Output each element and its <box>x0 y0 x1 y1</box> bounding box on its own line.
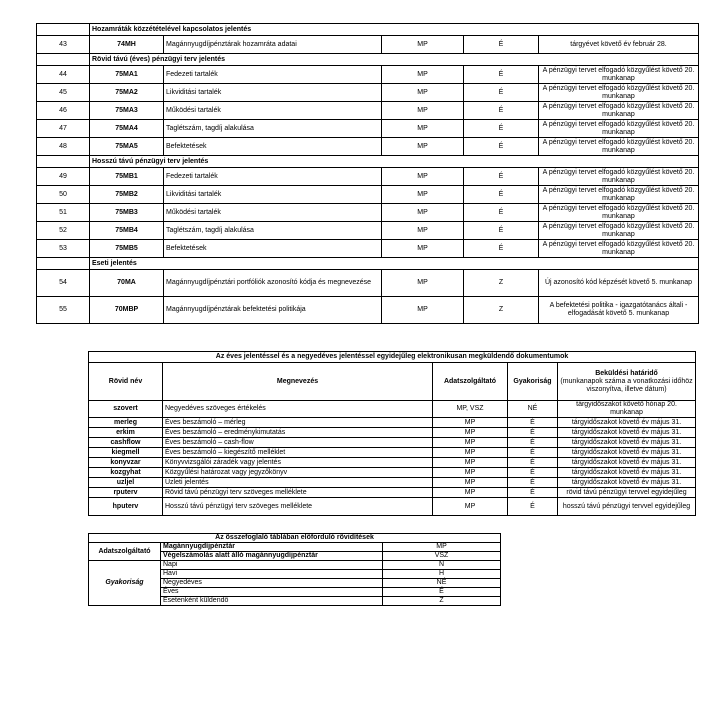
report-name: Befektetések <box>164 138 382 156</box>
abbreviation-label: Napi <box>161 561 383 570</box>
document-name: Éves beszámoló – kiegészítő melléklet <box>163 448 433 458</box>
report-table <box>36 23 699 324</box>
row-number: 50 <box>37 186 90 204</box>
report-deadline: A pénzügyi tervet elfogadó közgyűlést követő 20. munkanap <box>539 240 699 258</box>
report-provider: MP <box>382 168 464 186</box>
report-frequency: É <box>464 66 539 84</box>
abbreviation-code: É <box>383 588 501 597</box>
row-number: 53 <box>37 240 90 258</box>
header-deadline-title: Beküldési határidő <box>595 369 658 377</box>
report-name: Likviditási tartalék <box>164 84 382 102</box>
report-provider: MP <box>382 120 464 138</box>
document-row <box>89 458 696 468</box>
header-short-name: Rövid név <box>89 363 163 401</box>
document-short-name: erkim <box>89 428 163 438</box>
report-row <box>37 168 699 186</box>
document-row <box>89 498 696 516</box>
report-provider: MP <box>382 270 464 297</box>
report-code: 75MB3 <box>90 204 164 222</box>
row-number: 48 <box>37 138 90 156</box>
document-name: Rövid távú pénzügyi terv szöveges melléklete <box>163 488 433 498</box>
row-number: 55 <box>37 297 90 324</box>
report-frequency: É <box>464 168 539 186</box>
document-deadline: tárgyidőszakot követő év május 31. <box>558 458 696 468</box>
report-deadline: A pénzügyi tervet elfogadó közgyűlést követő 20. munkanap <box>539 138 699 156</box>
report-name: Likviditási tartalék <box>164 186 382 204</box>
report-code: 75MB2 <box>90 186 164 204</box>
document-provider: MP <box>433 458 508 468</box>
abbreviations-title-row <box>89 534 501 543</box>
report-frequency: É <box>464 240 539 258</box>
document-frequency: NÉ <box>508 401 558 418</box>
report-provider: MP <box>382 186 464 204</box>
report-provider: MP <box>382 297 464 324</box>
report-deadline: A pénzügyi tervet elfogadó közgyűlést követő 20. munkanap <box>539 120 699 138</box>
report-code: 75MB5 <box>90 240 164 258</box>
document-name: Negyedéves szöveges értékelés <box>163 401 433 418</box>
report-deadline: A pénzügyi tervet elfogadó közgyűlést követő 20. munkanap <box>539 66 699 84</box>
header-deadline-subtitle: (munkanapok száma a vonatkozási időhöz viszonyítva, illetve dátum) <box>560 377 693 393</box>
report-frequency: Z <box>464 297 539 324</box>
document-deadline: tárgyidőszakot követő év május 31. <box>558 448 696 458</box>
report-row <box>37 204 699 222</box>
document-provider: MP <box>433 468 508 478</box>
document-frequency: É <box>508 438 558 448</box>
abbreviation-label: Esetenként küldendő <box>161 597 383 606</box>
report-provider: MP <box>382 36 464 54</box>
section-spacer <box>37 156 90 168</box>
document-deadline: tárgyidőszakot követő év május 31. <box>558 468 696 478</box>
document-short-name: rputerv <box>89 488 163 498</box>
document-row <box>89 488 696 498</box>
header-name: Megnevezés <box>163 363 433 401</box>
abbreviation-code: H <box>383 570 501 579</box>
abbreviation-code: Z <box>383 597 501 606</box>
documents-table-header <box>89 363 696 401</box>
report-frequency: É <box>464 102 539 120</box>
abbreviation-code: MP <box>383 543 501 552</box>
document-provider: MP <box>433 478 508 488</box>
report-frequency: É <box>464 186 539 204</box>
abbreviation-label: Végelszámolás alatt álló magánnyugdíjpénztár <box>161 552 383 561</box>
document-frequency: É <box>508 488 558 498</box>
row-number: 49 <box>37 168 90 186</box>
document-frequency: É <box>508 478 558 488</box>
report-row <box>37 84 699 102</box>
report-deadline: A pénzügyi tervet elfogadó közgyűlést követő 20. munkanap <box>539 168 699 186</box>
document-name: Éves beszámoló – eredménykimutatás <box>163 428 433 438</box>
document-name: Közgyűlési határozat vagy jegyzőkönyv <box>163 468 433 478</box>
abbreviation-row <box>89 561 501 570</box>
report-provider: MP <box>382 102 464 120</box>
header-provider: Adatszolgáltató <box>433 363 508 401</box>
report-deadline: A pénzügyi tervet elfogadó közgyűlést követő 20. munkanap <box>539 204 699 222</box>
document-deadline: hosszú távú pénzügyi tervvel egyidejűleg <box>558 498 696 516</box>
report-frequency: É <box>464 120 539 138</box>
report-frequency: É <box>464 36 539 54</box>
report-name: Fedezeti tartalék <box>164 168 382 186</box>
abbreviation-row <box>89 543 501 552</box>
row-number: 51 <box>37 204 90 222</box>
report-name: Befektetések <box>164 240 382 258</box>
row-number: 44 <box>37 66 90 84</box>
report-code: 75MB4 <box>90 222 164 240</box>
report-name: Taglétszám, tagdíj alakulása <box>164 222 382 240</box>
report-frequency: É <box>464 222 539 240</box>
report-row <box>37 102 699 120</box>
report-code: 70MBP <box>90 297 164 324</box>
report-code: 75MA2 <box>90 84 164 102</box>
report-code: 75MA4 <box>90 120 164 138</box>
document-short-name: kozgyhat <box>89 468 163 478</box>
header-frequency: Gyakoriság <box>508 363 558 401</box>
report-name: Magánnyugdíjpénztárak befektetési politikája <box>164 297 382 324</box>
documents-table-title: Az éves jelentéssel és a negyedéves jelentéssel egyidejűleg elektronikusan megküldendő dokumentumok <box>89 352 696 363</box>
abbreviation-label: Magánnyugdíjpénztár <box>161 543 383 552</box>
section-row <box>37 258 699 270</box>
report-deadline: Új azonosító kód képzését követő 5. munkanap <box>539 270 699 297</box>
report-name: Fedezeti tartalék <box>164 66 382 84</box>
abbreviations-title: Az összefoglaló táblában előforduló rövidítések <box>89 534 501 543</box>
document-provider: MP <box>433 448 508 458</box>
document-frequency: É <box>508 418 558 428</box>
report-row <box>37 270 699 297</box>
report-name: Működési tartalék <box>164 102 382 120</box>
report-frequency: É <box>464 204 539 222</box>
report-deadline: A pénzügyi tervet elfogadó közgyűlést követő 20. munkanap <box>539 222 699 240</box>
document-row <box>89 418 696 428</box>
document-row <box>89 468 696 478</box>
documents-table <box>88 351 696 516</box>
document-deadline: tárgyidőszakot követő év május 31. <box>558 478 696 488</box>
report-provider: MP <box>382 222 464 240</box>
abbreviation-label: Havi <box>161 570 383 579</box>
report-row <box>37 222 699 240</box>
report-code: 74MH <box>90 36 164 54</box>
document-frequency: É <box>508 448 558 458</box>
abbreviation-label: Éves <box>161 588 383 597</box>
row-number: 46 <box>37 102 90 120</box>
report-row <box>37 297 699 324</box>
frequency-group-label: Gyakoriság <box>89 561 161 606</box>
document-short-name: uzljel <box>89 478 163 488</box>
document-name: Hosszú távú pénzügyi terv szöveges melléklete <box>163 498 433 516</box>
report-name: Működési tartalék <box>164 204 382 222</box>
document-row <box>89 401 696 418</box>
document-short-name: konyvzar <box>89 458 163 468</box>
report-frequency: É <box>464 84 539 102</box>
report-provider: MP <box>382 66 464 84</box>
document-name: Éves beszámoló – mérleg <box>163 418 433 428</box>
document-row <box>89 478 696 488</box>
report-code: 75MA1 <box>90 66 164 84</box>
section-spacer <box>37 258 90 270</box>
report-provider: MP <box>382 138 464 156</box>
document-row <box>89 428 696 438</box>
report-frequency: Z <box>464 270 539 297</box>
report-name: Taglétszám, tagdíj alakulása <box>164 120 382 138</box>
report-row <box>37 120 699 138</box>
report-provider: MP <box>382 204 464 222</box>
report-deadline: tárgyévet követő év február 28. <box>539 36 699 54</box>
report-provider: MP <box>382 84 464 102</box>
document-row <box>89 448 696 458</box>
report-name: Magánnyugdíjpénztárak hozamráta adatai <box>164 36 382 54</box>
report-code: 75MB1 <box>90 168 164 186</box>
document-provider: MP <box>433 438 508 448</box>
report-deadline: A pénzügyi tervet elfogadó közgyűlést követő 20. munkanap <box>539 186 699 204</box>
document-name: Könyvvizsgálói záradék vagy jelentés <box>163 458 433 468</box>
report-row <box>37 240 699 258</box>
section-row <box>37 156 699 168</box>
document-short-name: kiegmell <box>89 448 163 458</box>
document-frequency: É <box>508 428 558 438</box>
document-deadline: tárgyidőszakot követő év május 31. <box>558 418 696 428</box>
section-title: Hosszú távú pénzügyi terv jelentés <box>90 156 699 168</box>
document-frequency: É <box>508 468 558 478</box>
abbreviation-code: N <box>383 561 501 570</box>
report-deadline: A befektetési politika - igazgatótanács általi - elfogadását követő 5. munkanap <box>539 297 699 324</box>
abbreviation-code: VSZ <box>383 552 501 561</box>
report-row <box>37 138 699 156</box>
documents-table-title-row <box>89 352 696 363</box>
report-deadline: A pénzügyi tervet elfogadó közgyűlést követő 20. munkanap <box>539 102 699 120</box>
document-short-name: hputerv <box>89 498 163 516</box>
row-number: 47 <box>37 120 90 138</box>
document-row <box>89 438 696 448</box>
document-provider: MP <box>433 418 508 428</box>
report-row <box>37 186 699 204</box>
document-provider: MP <box>433 488 508 498</box>
document-name: Éves beszámoló – cash-flow <box>163 438 433 448</box>
section-spacer <box>37 24 90 36</box>
section-row <box>37 54 699 66</box>
header-deadline <box>558 363 696 401</box>
report-deadline: A pénzügyi tervet elfogadó közgyűlést követő 20. munkanap <box>539 84 699 102</box>
section-title: Eseti jelentés <box>90 258 699 270</box>
section-title: Hozamráták közzétételével kapcsolatos jelentés <box>90 24 699 36</box>
report-row <box>37 36 699 54</box>
document-provider: MP <box>433 428 508 438</box>
abbreviation-label: Negyedéves <box>161 579 383 588</box>
document-frequency: É <box>508 458 558 468</box>
report-code: 75MA5 <box>90 138 164 156</box>
section-title: Rövid távú (éves) pénzügyi terv jelentés <box>90 54 699 66</box>
provider-group-label: Adatszolgáltató <box>89 543 161 561</box>
document-deadline: tárgyidőszakot követő hónap 20. munkanap <box>558 401 696 418</box>
section-row <box>37 24 699 36</box>
report-row <box>37 66 699 84</box>
document-short-name: merleg <box>89 418 163 428</box>
abbreviations-table <box>88 533 501 606</box>
row-number: 43 <box>37 36 90 54</box>
row-number: 54 <box>37 270 90 297</box>
document-deadline: tárgyidőszakot követő év május 31. <box>558 438 696 448</box>
document-short-name: szovert <box>89 401 163 418</box>
row-number: 45 <box>37 84 90 102</box>
report-provider: MP <box>382 240 464 258</box>
abbreviation-code: NÉ <box>383 579 501 588</box>
document-deadline: rövid távú pénzügyi tervvel egyidejűleg <box>558 488 696 498</box>
document-deadline: tárgyidőszakot követő év május 31. <box>558 428 696 438</box>
document-frequency: É <box>508 498 558 516</box>
document-name: Üzleti jelentés <box>163 478 433 488</box>
document-provider: MP, VSZ <box>433 401 508 418</box>
report-name: Magánnyugdíjpénztári portfóliók azonosító kódja és megnevezése <box>164 270 382 297</box>
section-spacer <box>37 54 90 66</box>
document-short-name: cashflow <box>89 438 163 448</box>
row-number: 52 <box>37 222 90 240</box>
report-frequency: É <box>464 138 539 156</box>
report-code: 75MA3 <box>90 102 164 120</box>
report-code: 70MA <box>90 270 164 297</box>
document-provider: MP <box>433 498 508 516</box>
